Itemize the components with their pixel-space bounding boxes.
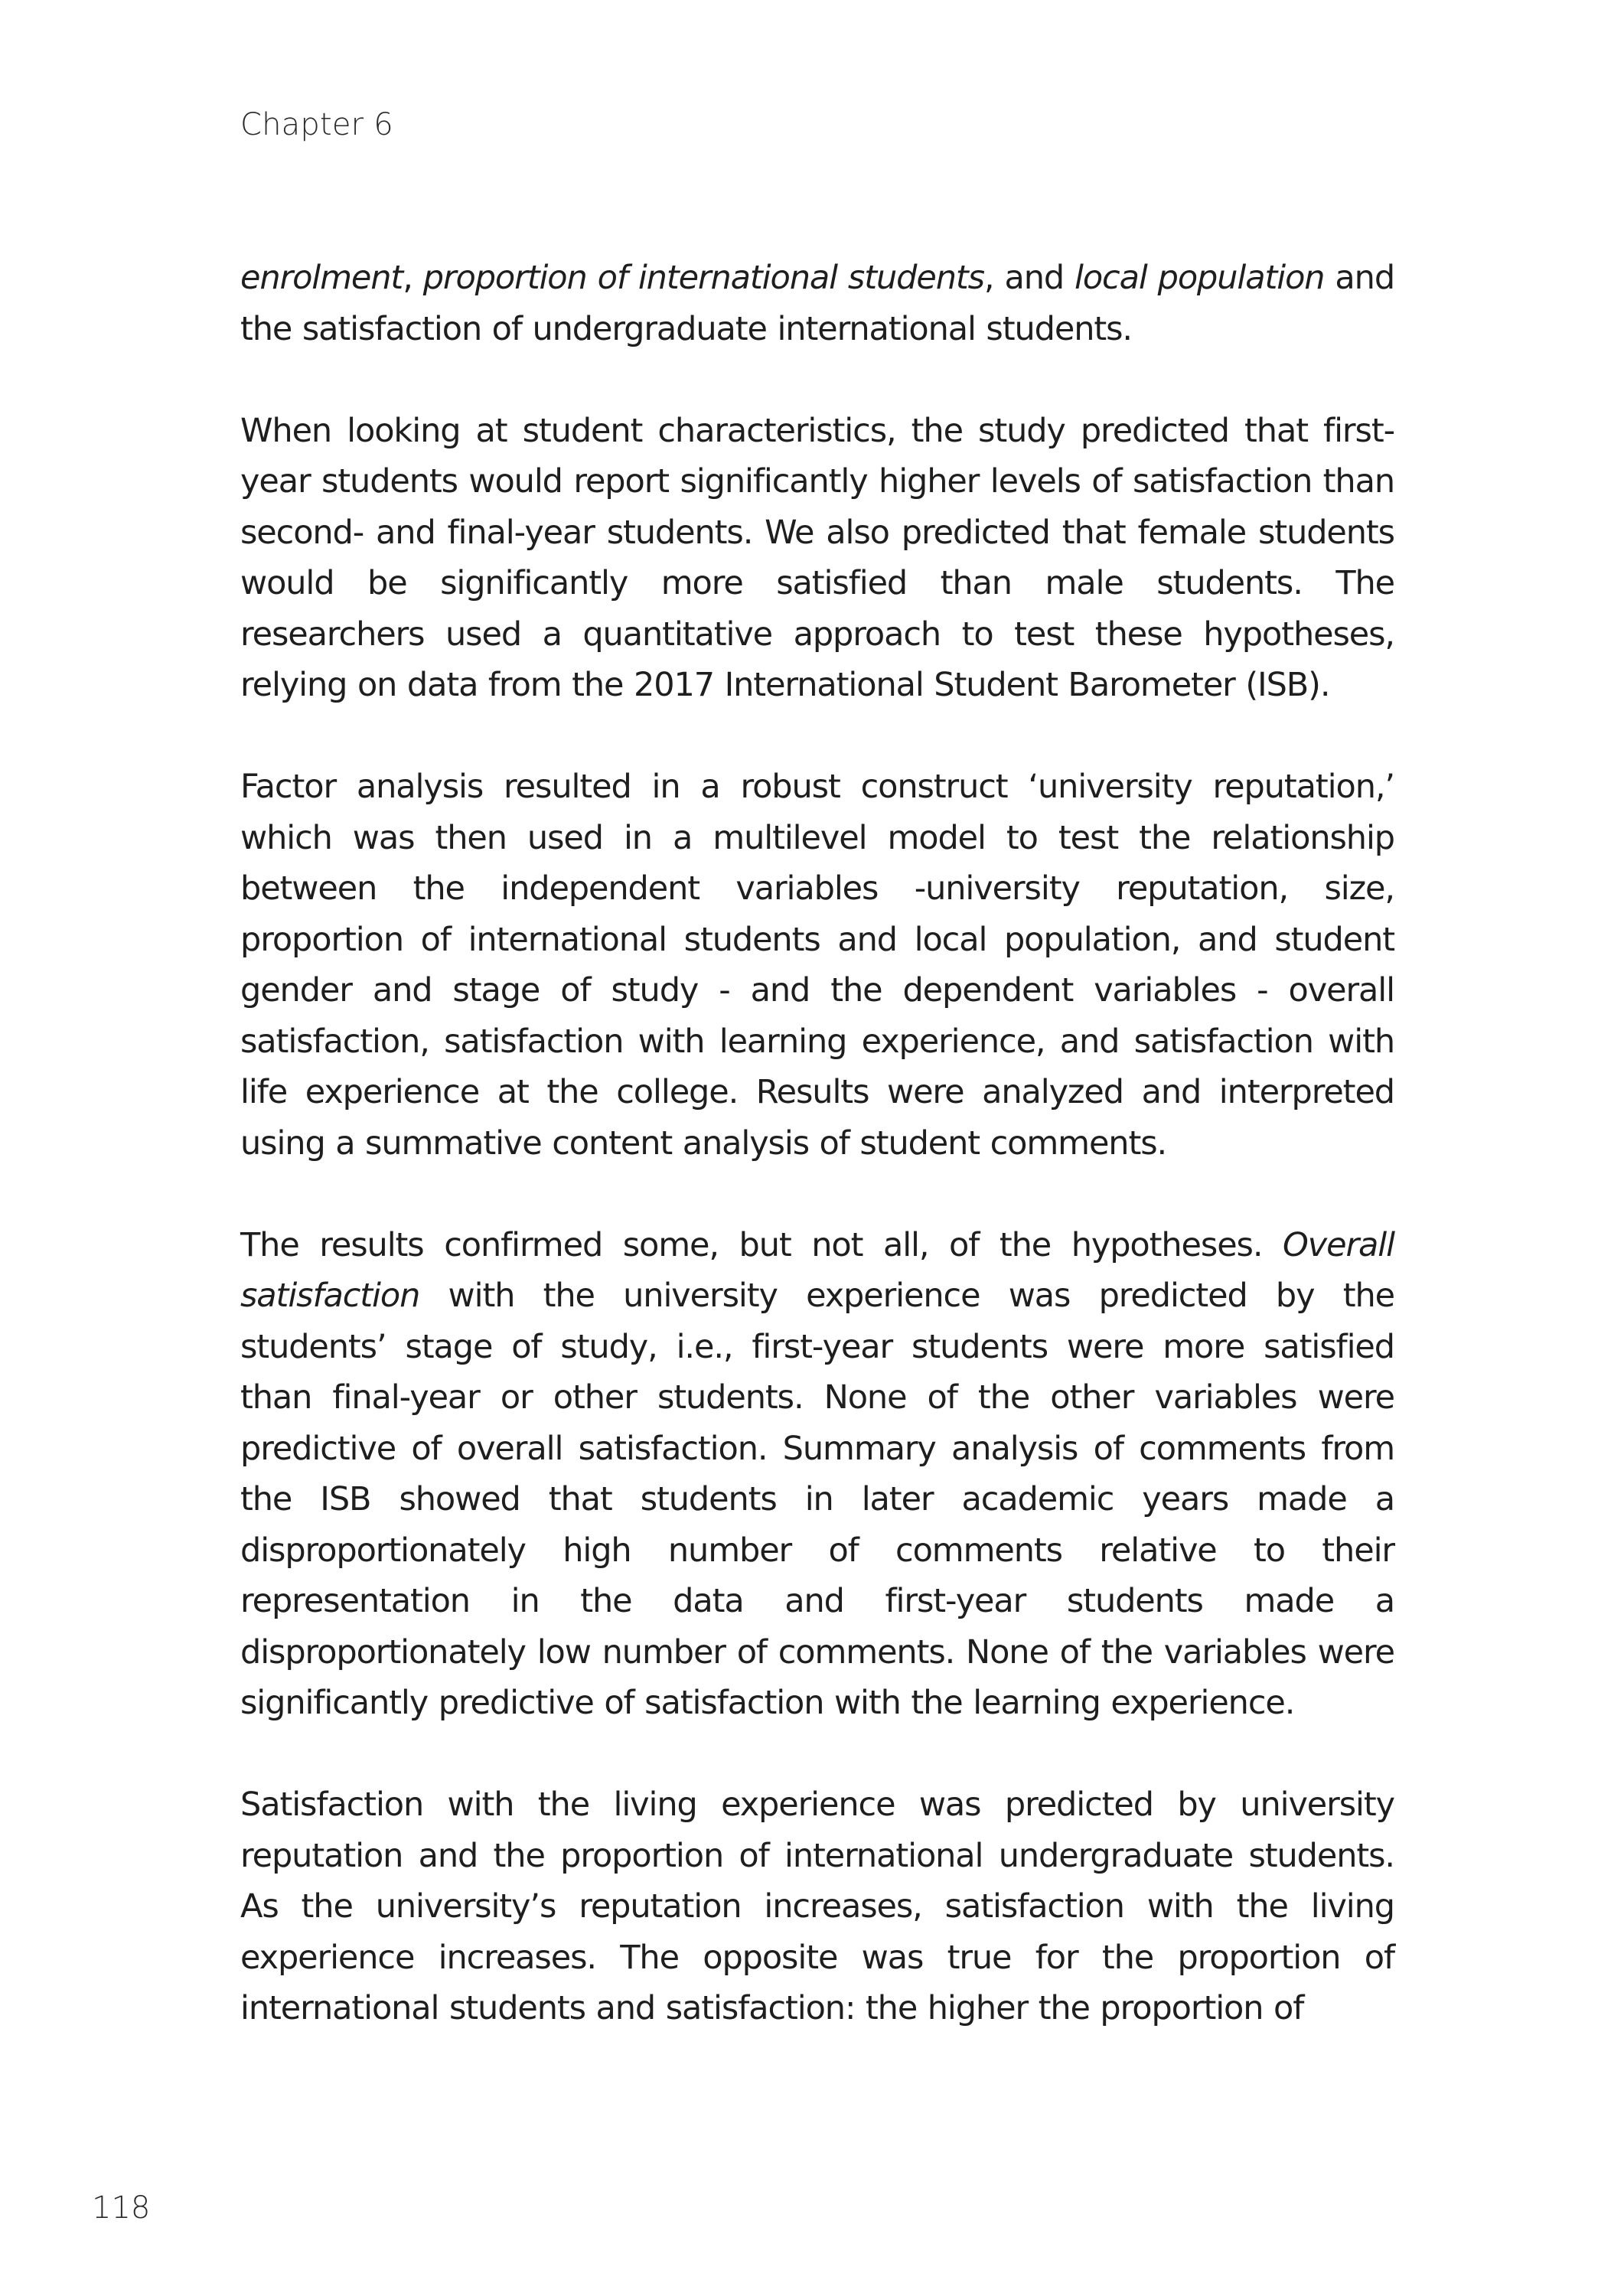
running-head: Chapter 6 xyxy=(240,107,393,142)
text-run: When looking at student characteristics, the study predicted that first-year students would report significantly higher levels of satisfaction than second- and final-year students. We also predicted that female students would be significantly more satisfied than male students. The researchers used a quantitative approach to test these hypotheses, relying on data from the 2017 International Student Barometer (ISB). xyxy=(240,411,1394,704)
text-run: , xyxy=(403,259,423,297)
paragraph-3 xyxy=(240,762,1394,1169)
text-run: Satisfaction with the living experience was predicted by university reputation and the proportion of international undergraduate students. As the university’s reputation increases, satisfaction with the living experience increases. The opposite was true for the proportion of international students and satisfaction: the higher the proportion of xyxy=(240,1786,1394,2027)
text-run: The results confirmed some, but not all, of the hypotheses. xyxy=(240,1225,1283,1264)
italic-term: Overall satisfaction xyxy=(240,1225,1394,1315)
paragraph-2 xyxy=(240,406,1394,711)
paragraph-5 xyxy=(240,1779,1394,2034)
page-number: 118 xyxy=(92,2190,151,2226)
italic-term: local population xyxy=(1075,259,1325,297)
italic-term: proportion of international students xyxy=(422,259,984,297)
body-text xyxy=(240,253,1394,2085)
text-run: Factor analysis resulted in a robust construct ‘university reputation,’ which was then used in a multilevel model to test the relationship between the independent variables -university reputation, size, proportion of international students and local population, and student gender and stage of study - and the dependent variables - overall satisfaction, satisfaction with learning experience, and satisfaction with life experience at the college. Results were analyzed and interpreted using a summative content analysis of student comments. xyxy=(240,768,1394,1163)
italic-term: enrolment xyxy=(240,259,403,297)
text-run: and the satisfaction of undergraduate international students. xyxy=(240,259,1395,348)
paragraph-1 xyxy=(240,253,1394,354)
text-run: , and xyxy=(983,259,1075,297)
paragraph-4 xyxy=(240,1220,1394,1729)
text-run: with the university experience was predicted by the students’ stage of study, i.e., first-year students were more satisfied than final-year or other students. None of the other variables were predictive of overall satisfaction. Summary analysis of comments from the ISB showed that students in later academic years made a disproportionately high number of comments relative to their representation in the data and first-year students made a disproportionately low number of comments. None of the variables were significantly predictive of satisfaction with the learning experience. xyxy=(240,1277,1394,1722)
